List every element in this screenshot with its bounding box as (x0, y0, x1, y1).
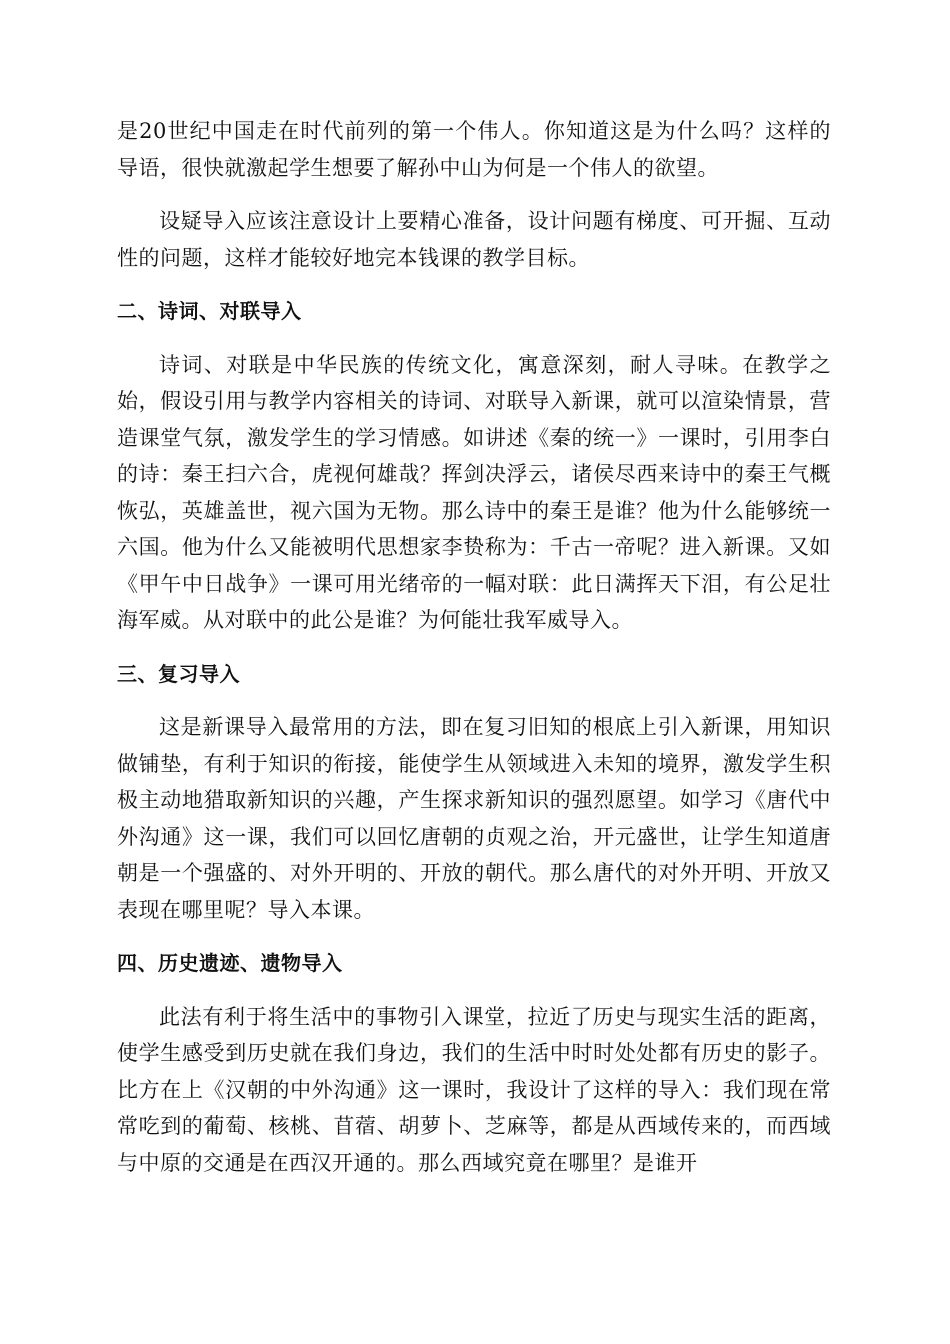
paragraph-question-intro-note: 设疑导入应该注意设计上要精心准备，设计问题有梯度、可开掘、互动性的问题，这样才能较好地完本钱课的教学目标。 (117, 209, 831, 270)
document-page (117, 113, 831, 1198)
section-heading-relics: 四、历史遗迹、遗物导入 (117, 951, 343, 975)
section-heading-poetry: 二、诗词、对联导入 (117, 299, 302, 323)
paragraph-poetry: 诗词、对联是中华民族的传统文化，寓意深刻，耐人寻味。在教学之始，假设引用与教学内容相关的诗词、对联导入新课，就可以渲染情景，营造课堂气氛，激发学生的学习情感。如讲述《秦的统一》一课时，引用李白的诗：秦王扫六合，虎视何雄哉？挥剑决浮云，诸侯尽西来诗中的秦王气概恢弘，英雄盖世，视六国为无物。那么诗中的秦王是谁？他为什么能够统一六国。他为什么又能被明代思想家李贽称为：千古一帝呢？进入新课。又如《甲午中日战争》一课可用光绪帝的一幅对联：此日满挥天下泪，有公足壮海军威。从对联中的此公是谁？为何能壮我军威导入。 (117, 352, 831, 632)
paragraph-review: 这是新课导入最常用的方法，即在复习旧知的根底上引入新课，用知识做铺垫，有利于知识的衔接，能使学生从领域进入未知的境界，激发学生积极主动地猎取新知识的兴趣，产生探求新知识的强烈愿望。如学习《唐代中外沟通》这一课，我们可以回忆唐朝的贞观之治，开元盛世，让学生知道唐朝是一个强盛的、对外开明的、开放的朝代。那么唐代的对外开明、开放又表现在哪里呢？导入本课。 (117, 715, 831, 922)
paragraph-continuation: 是20世纪中国走在时代前列的第一个伟人。你知道这是为什么吗？这样的导语，很快就激起学生想要了解孙中山为何是一个伟人的欲望。 (117, 119, 831, 180)
section-heading-review: 三、复习导入 (117, 661, 240, 686)
paragraph-relics: 此法有利于将生活中的事物引入课堂，拉近了历史与现实生活的距离，使学生感受到历史就在我们身边，我们的生活中时时处处都有历史的影子。比方在上《汉朝的中外沟通》这一课时，我设计了这样的导入：我们现在常常吃到的葡萄、核桃、苜蓿、胡萝卜、芝麻等，都是从西域传来的，而西域与中原的交通是在西汉开通的。那么西域究竟在哪里？是谁开 (117, 1004, 831, 1175)
